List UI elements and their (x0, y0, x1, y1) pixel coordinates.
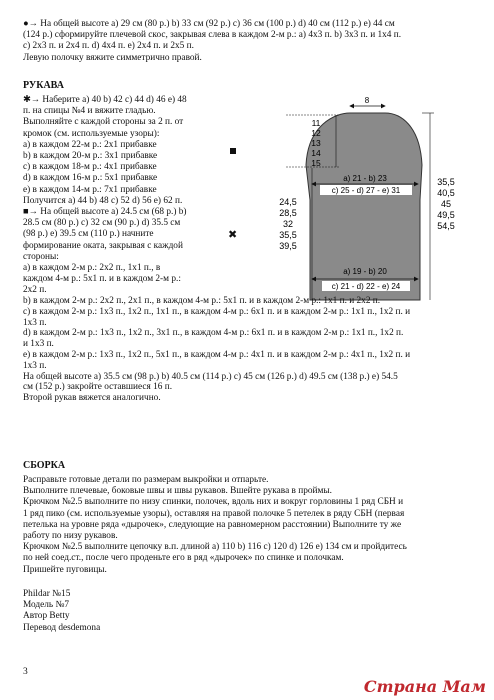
assembly-line: Крючком №2.5 выполните цепочку в.п. длиной а) 110 b) 116 с) 120 d) 126 е) 134 см и пройдитесь (23, 542, 407, 553)
sleeves-line: см (152 р.) закройте оставшиеся 16 п. (23, 382, 173, 393)
sleeves-line: с) в каждом 2-м р.: 1х3 п., 1х2 п., 1х1 п., в каждом 4-м р.: 6х1 п. и в каждом 2-м р.: 1х1 п., 1х2 п. и (23, 306, 411, 317)
sleeves-line: (98 р.) е) 39.5 см (110 р.) начните (23, 229, 154, 240)
credit-line: Перевод desdemona (23, 622, 101, 633)
intro-line: (124 р.) сформируйте плечевой скос, закрывая слева в каждом 2-м р.: а) 4х3 п. b) 3х3 п. и 1х4 п. (23, 30, 402, 41)
intro-line: ●→ На общей высоте а) 29 см (80 р.) b) 33 см (92 р.) с) 36 см (100 р.) d) 40 см (112 р.) е) 44 см (23, 19, 395, 29)
assembly-heading: СБОРКА (23, 460, 66, 471)
sleeves-line: и 1х3 п. (23, 339, 54, 350)
assembly-line: Крючком №2.5 выполните по низу спинки, полочек, вдоль них и вокруг горловины 1 ряд СБН и (23, 497, 404, 508)
cap-height-3: 13 (311, 138, 321, 148)
page-number: 3 (23, 667, 28, 677)
left-height-1: 24,5 (279, 197, 297, 207)
intro-line: с) 2х3 п. и 2х4 п. d) 4х4 п. е) 2х4 п. и 2х5 п. (23, 41, 194, 52)
lower-stitches-label: a) 19 - b) 20 (343, 267, 387, 276)
sleeves-line: а) в каждом 22-м р.: 2х1 прибавке (23, 139, 157, 150)
left-height-2: 28,5 (279, 208, 297, 218)
credit-line: Автор Betty (23, 611, 70, 622)
sleeves-line: 1х3 п. (23, 360, 47, 371)
sleeves-line: 1х3 п. (23, 317, 47, 328)
sleeve-diagram (240, 95, 480, 310)
cap-height-1: 11 (311, 118, 321, 128)
sleeves-line: Получится а) 44 b) 48 с) 52 d) 56 е) 62 п. (23, 195, 183, 206)
sleeves-line: Выполняйте с каждой стороны за 2 п. от (23, 117, 184, 128)
assembly-line: петелька на уровне ряда «дырочек», следующие на равномерном расстоянии) Выполните ту же (23, 519, 402, 530)
upper-cm-label: c) 25 - d) 27 - e) 31 (331, 186, 401, 195)
sleeves-line: d) в каждом 2-м р.: 1х3 п., 1х2 п., 3х1 п., в каждом 4-м р.: 6х1 п. и в каждом 2-м р.: 1х1 п., 1х2 п. (23, 328, 404, 339)
watermark: Страна Мам (363, 677, 486, 696)
right-height-5: 54,5 (437, 221, 455, 231)
credit-line: Модель №7 (23, 600, 69, 611)
right-height-2: 40,5 (437, 188, 455, 198)
sleeves-line: а) в каждом 2-м р.: 2х2 п., 1х1 п., в (23, 263, 161, 273)
upper-stitches-label: a) 21 - b) 23 (343, 174, 387, 183)
sleeves-line: d) в каждом 16-м р.: 5х1 прибавке (23, 173, 158, 184)
sleeves-line: е) в каждом 14-м р.: 7х1 прибавке (23, 184, 157, 195)
square-marker-icon (230, 148, 236, 154)
sleeves-line: с) в каждом 18-м р.: 4х1 прибавке (23, 162, 157, 173)
sleeves-line: Второй рукав вяжется аналогично. (23, 393, 161, 404)
assembly-line: Выполните плечевые, боковые швы и швы рукавов. Вшейте рукава в проймы. (23, 486, 332, 497)
sleeves-line: стороны: (23, 251, 59, 262)
assembly-line: по ней соед.ст., после чего проденьте его в ряд «дырочек» по спинке и полочкам. (23, 553, 344, 564)
sleeves-line: ■→ На общей высоте а) 24.5 см (68 р.) b) (23, 207, 187, 217)
assembly-line: Пришейте пуговицы. (23, 564, 107, 575)
sleeves-line: b) в каждом 20-м р.: 3х1 прибавке (23, 151, 158, 161)
right-height-3: 45 (440, 199, 452, 209)
top-width-label: 8 (364, 96, 370, 105)
assembly-line: Расправьте готовые детали по размерам выкройки и отпарьте. (23, 475, 269, 485)
right-height-4: 49,5 (437, 210, 455, 220)
sleeves-line: 28.5 см (80 р.) с) 32 см (90 р.) d) 35.5 см (23, 218, 181, 229)
lower-cm-label: c) 21 - d) 22 - e) 24 (331, 282, 401, 291)
intro-line: Левую полочку вяжите симметрично правой. (23, 52, 202, 63)
sleeves-line: п. на спицы №4 и вяжите гладью. (23, 106, 156, 117)
left-height-3: 32 (282, 219, 294, 229)
sleeves-line: каждом 4-м р.: 5х1 п. и в каждом 2-м р.: (23, 274, 181, 285)
left-height-5: 39,5 (279, 241, 297, 251)
sleeves-line: формирование оката, закрывая с каждой (23, 240, 183, 251)
right-height-1: 35,5 (437, 177, 455, 187)
sleeves-heading: РУКАВА (23, 80, 64, 91)
cap-height-5: 15 (311, 158, 321, 168)
assembly-line: работу по низу рукавов. (23, 531, 118, 541)
cap-height-4: 14 (311, 148, 321, 158)
sleeves-line: 2х2 п. (23, 285, 47, 296)
sleeves-line: кромок (см. используемые узоры): (23, 128, 160, 139)
left-height-4: 35,5 (279, 230, 297, 240)
sleeves-line: ✱→ Наберите а) 40 b) 42 с) 44 d) 46 е) 48 (23, 95, 187, 105)
sleeves-line: е) в каждом 2-м р.: 1х3 п., 1х2 п., 5х1 п., в каждом 4-м р.: 4х1 п. и в каждом 2-м р.: 4х1 п., 1х2 п. и (23, 350, 411, 360)
assembly-line: 1 ряд пико (см. используемые узоры), оставляя на правой полочке 5 петелек в ряду СБН (первая (23, 508, 405, 519)
sleeves-line: b) в каждом 2-м р.: 2х2 п., 2х1 п., в каждом 4-м р.: 5х1 п. и в каждом 2-м р.: 1х1 п. и 2х2 п. (23, 296, 381, 306)
cap-height-2: 12 (311, 128, 321, 138)
sleeves-line: На общей высоте а) 35.5 см (98 р.) b) 40.5 см (114 р.) с) 45 см (126 р.) d) 49.5 см (138 р.) е) 54.5 (23, 371, 398, 382)
cross-marker-icon: ✖ (228, 228, 238, 241)
credit-line: Phildar №15 (23, 589, 71, 599)
